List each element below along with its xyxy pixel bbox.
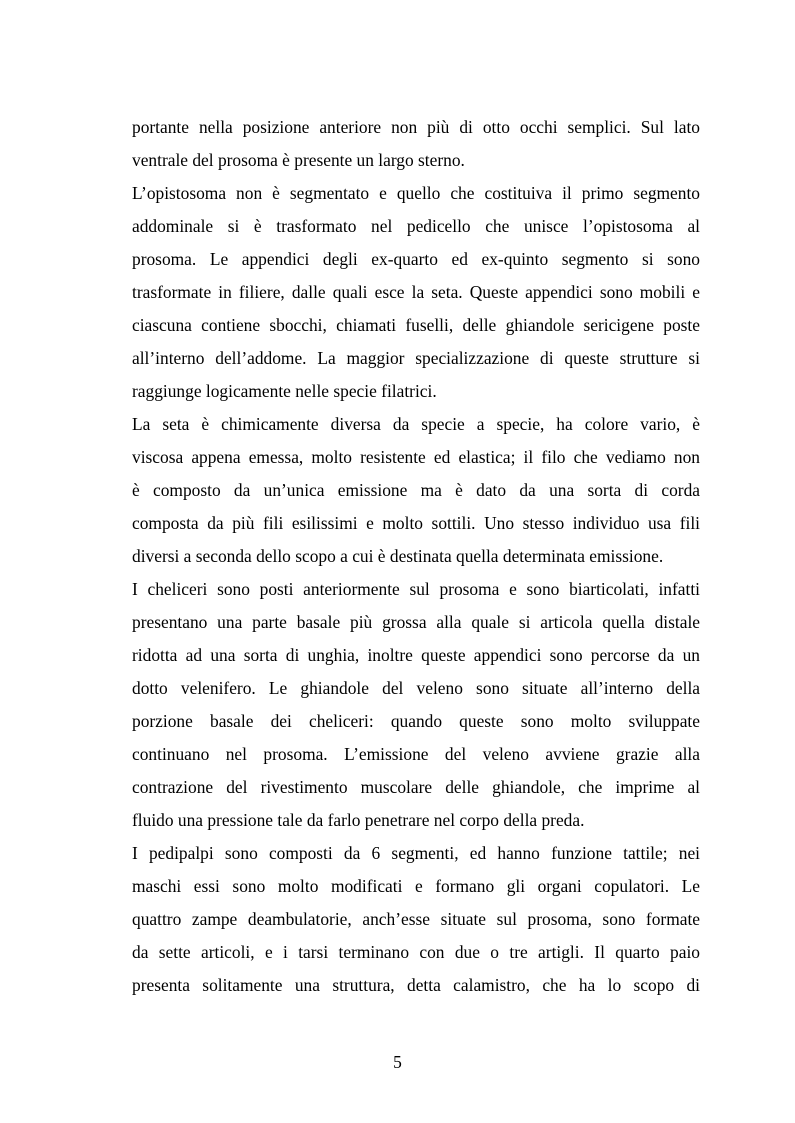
text-line: è composto da un’unica emissione ma è dato da una sorta di corda [132,480,700,500]
text-line: porzione basale dei cheliceri: quando queste sono molto sviluppate [132,711,700,731]
text-line: I pedipalpi sono composti da 6 segmenti, ed hanno funzione tattile; nei [132,843,700,863]
text-line: diversi a seconda dello scopo a cui è destinata quella determinata emissione. [132,546,664,566]
text-line: trasformate in filiere, dalle quali esce la seta. Queste appendici sono mobili e [132,282,700,302]
text-line: ciascuna contiene sbocchi, chiamati fuselli, delle ghiandole sericigene poste [132,315,700,335]
text-line: continuano nel prosoma. L’emissione del veleno avviene grazie alla [132,744,700,764]
text-line: viscosa appena emessa, molto resistente ed elastica; il filo che vediamo non [132,447,700,467]
text-line: dotto velenifero. Le ghiandole del veleno sono situate all’interno della [132,678,700,698]
text-line: ventrale del prosoma è presente un largo sterno. [132,150,465,170]
paragraph [132,573,700,837]
text-line: all’interno dell’addome. La maggior specializzazione di queste strutture si [132,348,700,368]
text-line: addominale si è trasformato nel pedicello che unisce l’opistosoma al [132,216,700,236]
text-line: I cheliceri sono posti anteriormente sul prosoma e sono biarticolati, infatti [132,579,700,599]
text-line: L’opistosoma non è segmentato e quello che costituiva il primo segmento [132,183,700,203]
text-line: da sette articoli, e i tarsi terminano con due o tre artigli. Il quarto paio [132,942,700,962]
text-line: raggiunge logicamente nelle specie filatrici. [132,381,437,401]
text-line: prosoma. Le appendici degli ex-quarto ed ex-quinto segmento si sono [132,249,700,269]
text-line: La seta è chimicamente diversa da specie a specie, ha colore vario, è [132,414,700,434]
text-line: portante nella posizione anteriore non più di otto occhi semplici. Sul lato [132,117,700,137]
text-line: composta da più fili esilissimi e molto sottili. Uno stesso individuo usa fili [132,513,700,533]
paragraph [132,177,700,408]
paragraph [132,111,700,177]
text-line: quattro zampe deambulatorie, anch’esse situate sul prosoma, sono formate [132,909,700,929]
text-line: maschi essi sono molto modificati e formano gli organi copulatori. Le [132,876,700,896]
text-line: presentano una parte basale più grossa alla quale si articola quella distale [132,612,700,632]
page-number: 5 [393,1052,402,1072]
text-line: fluido una pressione tale da farlo penetrare nel corpo della preda. [132,810,585,830]
paragraph [132,408,700,573]
text-line: presenta solitamente una struttura, detta calamistro, che ha lo scopo di [132,975,700,995]
text-line: ridotta ad una sorta di unghia, inoltre queste appendici sono percorse da un [132,645,700,665]
paragraph [132,837,700,1002]
text-line: contrazione del rivestimento muscolare delle ghiandole, che imprime al [132,777,700,797]
body-text [132,111,700,1002]
